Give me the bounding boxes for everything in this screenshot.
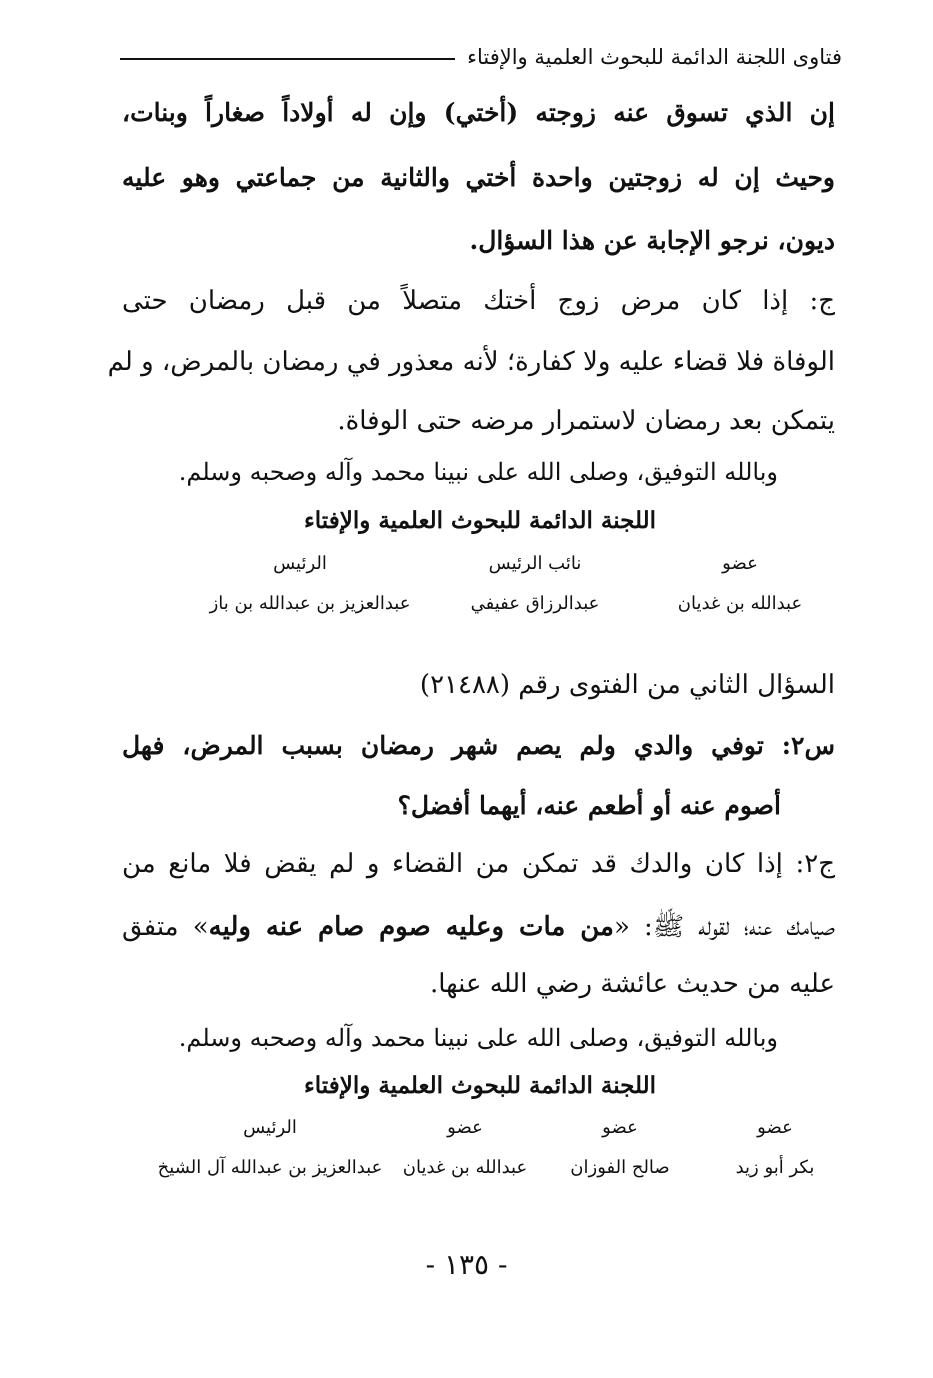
signatory-name: عبدالعزيز بن عبدالله آل الشيخ xyxy=(157,1157,383,1178)
header-rule xyxy=(120,58,455,60)
answer-line: ج: إذا كان مرض زوج أختك متصلاً من قبل رمضان حتى xyxy=(122,286,835,316)
signatory-role: نائب الرئيس xyxy=(488,553,582,574)
question-line: وحيث إن له زوجتين واحدة أختي والثانية من جماعتي وهو عليه xyxy=(122,163,835,192)
hadith-text: من مات وعليه صوم صام عنه وليه xyxy=(208,912,614,942)
answer-line: عليه من حديث عائشة رضي الله عنها. xyxy=(429,969,835,999)
signatory-role: عضو xyxy=(722,553,758,574)
signatory-role: عضو xyxy=(602,1117,638,1138)
signatory-role: الرئيس xyxy=(273,553,327,574)
running-header xyxy=(120,42,842,72)
signatory-name: بكر أبو زيد xyxy=(735,1157,815,1178)
answer-text: صيامك عنه؛ لقوله ﷺ: « xyxy=(613,912,836,942)
fatwa-heading: السؤال الثاني من الفتوى رقم (٢١٤٨٨) xyxy=(419,670,835,700)
committee-name: اللجنة الدائمة للبحوث العلمية والإفتاء xyxy=(303,507,657,534)
closing-line: وبالله التوفيق، وصلى الله على نبينا محمد وآله وصحبه وسلم. xyxy=(178,458,778,486)
signatory-role: عضو xyxy=(447,1117,483,1138)
committee-name: اللجنة الدائمة للبحوث العلمية والإفتاء xyxy=(303,1072,657,1099)
answer-line: يتمكن بعد رمضان لاستمرار مرضه حتى الوفاة. xyxy=(337,406,835,436)
signatory-name: عبدالله بن غديان xyxy=(402,1157,528,1178)
answer-text: » متفق xyxy=(122,912,209,942)
signatory-name: عبدالرزاق عفيفي xyxy=(470,593,600,614)
header-title: فتاوى اللجنة الدائمة للبحوث العلمية والإفتاء xyxy=(467,45,842,69)
question-line: إن الذي تسوق عنه زوجته (أختي) وإن له أولاداً صغاراً وبنات، xyxy=(122,98,835,127)
answer-line: الوفاة فلا قضاء عليه ولا كفارة؛ لأنه معذور في رمضان بالمرض، و لم xyxy=(107,347,835,377)
answer-line: ج٢: إذا كان والدك قد تمكن من القضاء و لم يقض فلا مانع من xyxy=(122,849,835,879)
answer-line-hadith xyxy=(122,910,835,948)
signatory-role: عضو xyxy=(757,1117,793,1138)
signatory-role: الرئيس xyxy=(243,1117,297,1138)
question-line: أصوم عنه أو أطعم عنه، أيهما أفضل؟ xyxy=(397,791,781,820)
signatory-name: صالح الفوزان xyxy=(570,1157,670,1178)
closing-line: وبالله التوفيق، وصلى الله على نبينا محمد وآله وصحبه وسلم. xyxy=(178,1024,778,1052)
page-number: - ١٣٥ - xyxy=(425,1248,508,1281)
question-line: ديون، نرجو الإجابة عن هذا السؤال. xyxy=(469,226,835,255)
question-line: س٢: توفي والدي ولم يصم شهر رمضان بسبب المرض، فهل xyxy=(122,731,835,760)
signatory-name: عبدالعزيز بن عبدالله بن باز xyxy=(209,593,411,614)
signatory-name: عبدالله بن غديان xyxy=(677,593,803,614)
